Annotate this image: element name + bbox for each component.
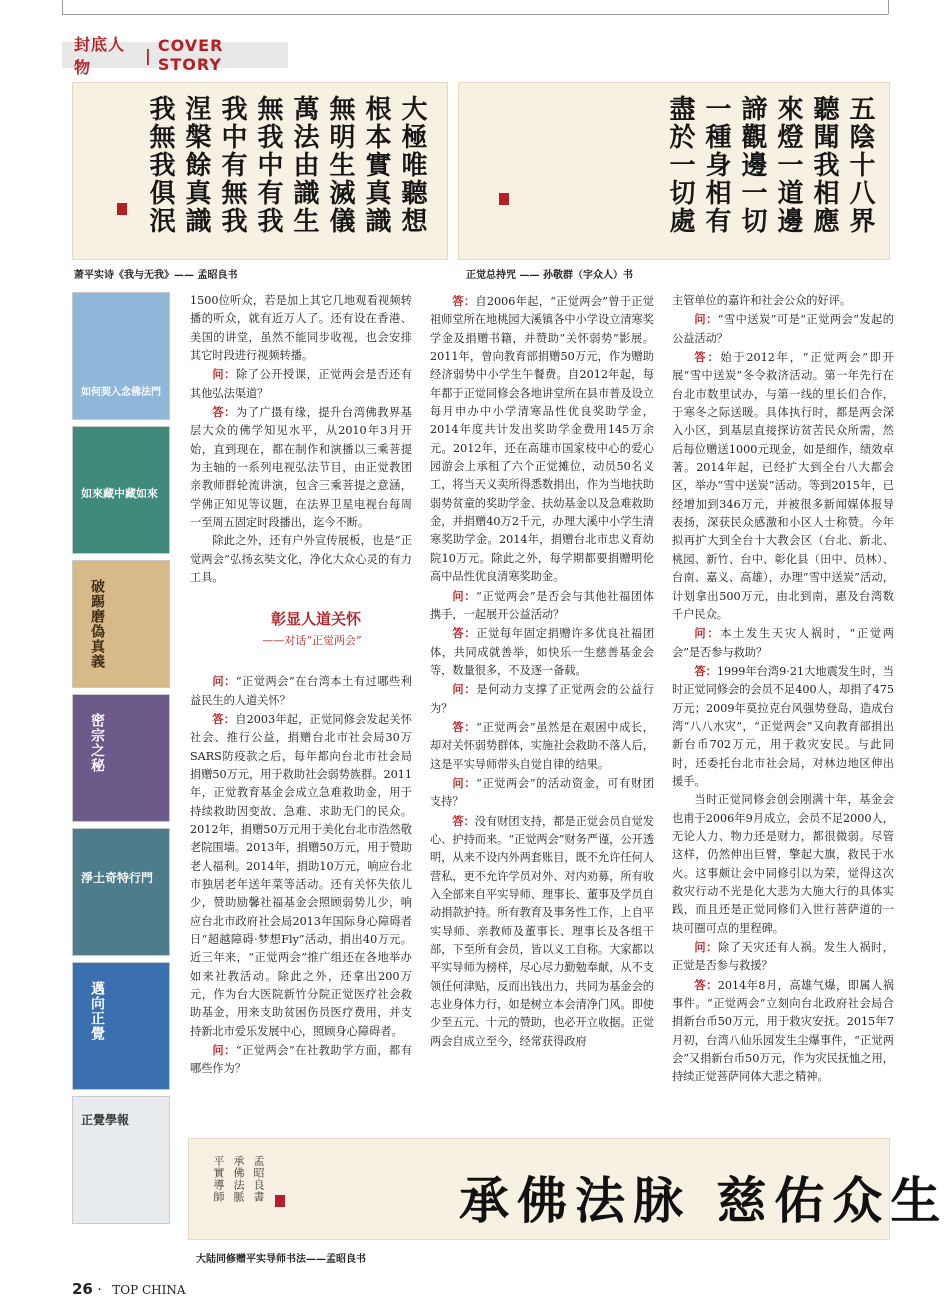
caption-banner: 大陆同修赠平实导师书法——孟昭良书 [196, 1254, 366, 1265]
calligraphy-inscription: 平實導師 [212, 1155, 225, 1203]
answer-label: 答： [694, 977, 718, 992]
answer-text: 没有财团支持，都是正觉会员自觉发心、护持而来。“正觉两会”财务严谨，公开透明，从来不设内外两套账目，既不允许任何人营私，更不允许学员对外、对内劝募，所有收入全部来自平实导师、理事长、董事及学员自动捐款护持。所有教育及事务性工作，上自平实导师、亲教师及董事长、理事长及各组干部，下至所有会员，皆以义工自称。大家都以平实导师为榜样，尽心尽力勤勉奉献，从不支领任何津贴，反而出钱出力，共同为基金会的志业身体力行，如是树立本会清净门风。即使少至五元、十元的赞助，也必开立收据。正觉两会自成立至今，经常获得政府 [430, 814, 655, 1048]
calligraphy-mantra [458, 82, 890, 260]
answer-text: 为了广摄有缘，提升台湾佛教界基层大众的佛学知见水平，从2010年3月开始，直到现在，都在制作和演播以三乘菩提为主轴的一系列电视弘法节目，由正觉教团亲教师群轮流讲演，包含三乘菩提之意涵，学佛正知见等议题，在法界卫星电视台每周一至周五固定时段播出，迄今不断。 [190, 406, 412, 530]
calligraphy-column: 聽聞我相應 [809, 95, 839, 235]
answer [190, 710, 412, 1041]
answer-text: 1999年台湾9·21大地震发生时，当时正觉同修会的会员不足400人，却捐了475万元；2009年莫拉克台风强势登岛，造成台湾“八八水灾”，“正觉两会”又向教育部捐出新台币702万元，用于救灾安民。与此同时，还委托台北市社会局，对林边地区伸出援手。 [672, 664, 894, 788]
question-label: 问： [452, 775, 477, 790]
calligraphy-poem [72, 82, 448, 260]
question [430, 680, 654, 718]
answer [672, 348, 894, 624]
paragraph: 主管单位的嘉许和社会公众的好评。 [672, 294, 852, 307]
section-cn: 封底人物 [74, 35, 126, 77]
question-label: 问： [452, 682, 477, 697]
question-text: 除了公开授课，正觉两会是否还有其他弘法渠道？ [190, 368, 412, 400]
answer-label: 答： [452, 294, 476, 308]
answer [672, 976, 894, 1087]
question [672, 310, 894, 348]
section-separator: | [145, 45, 152, 65]
answer-label: 答： [452, 813, 475, 828]
calligraphy-banner [188, 1138, 949, 1240]
calligraphy-column: 諦觀邊一切 [737, 95, 767, 235]
article-column-3 [672, 292, 894, 1087]
crop-tick-right [888, 0, 889, 14]
answer-label: 答： [694, 663, 717, 678]
answer-text: “正觉两会”虽然是在艰困中成长，却对关怀弱势群体，实施社会救助不落人后，这是平实导师带头自觉自律的结果。 [430, 720, 654, 771]
calligraphy-column: 我中有無我 [217, 95, 247, 235]
calligraphy-column: 涅槃餘真識 [181, 95, 211, 235]
book-cover-title: 正覺學報 [81, 1113, 130, 1127]
section-subheading: ——对话“正觉两会” [262, 633, 362, 647]
calligraphy-column: 萬法由識生 [289, 95, 319, 235]
calligraphy-column: 大極唯聽想 [397, 95, 427, 235]
answer-label: 答： [694, 350, 721, 365]
question [430, 774, 654, 812]
book-cover-title: 密宗之秘 [89, 713, 105, 773]
calligraphy-column: 無明生滅儀 [325, 95, 355, 235]
book-cover [72, 1096, 170, 1224]
answer-text: 正觉每年固定捐赠许多优良社福团体，共同成就善举，如快乐一生慈善基金会等，数量很多，不及逐一备载。 [430, 627, 654, 677]
caption-poem: 萧平实诗《我与无我》—— 孟昭良书 [74, 270, 238, 281]
question-text: 本土发生天灾人祸时，“正觉两会”是否参与救助？ [672, 627, 894, 659]
question-label: 问： [694, 626, 721, 641]
question-label: 问： [212, 674, 236, 689]
calligraphy-column: 根本實真識 [361, 95, 391, 235]
seal-stamp [275, 1195, 285, 1207]
article-column-1 [190, 292, 412, 1079]
crop-tick-left [62, 0, 63, 14]
question [672, 624, 894, 662]
book-cover-title: 破踢磨偽真義 [89, 579, 105, 669]
caption-mantra: 正觉总持咒 —— 孙敬群（字众人）书 [466, 270, 633, 281]
book-cover-title: 如來藏中藏如來 [81, 487, 158, 500]
question-label: 问： [212, 1043, 236, 1058]
calligraphy-column: 我無我俱泯 [145, 95, 175, 235]
answer-text: 始于2012年，“正觉两会”即开展“雪中送炭”冬令救济活动。第一年先行在台北市数里试办，与第一线的里长们合作，于寒冬之际送暖。具体执行时，都是两会深入小区，到基层直接探访贫苦民众所需，然后每位赠送1000元现金，如是细作，绩效卓著。2014年起，已经扩大到全台八大都会区，举办“雪中送炭”活动。等到2015年，已经增加到346万元，并被很多新闻媒体报导表扬，深获民众感激和小区人士称赞。今年拟再扩大到全台十大教会区（台北、新北、桃园、新竹、台中、彰化县（田中、员林）、台南、嘉义、高雄），办理“雪中送炭”活动，计划拿出500万元，由北到南，惠及台湾数千户民众。 [672, 351, 894, 621]
book-covers [72, 292, 170, 1230]
book-cover [72, 292, 170, 420]
question-text: “正觉两会”的活动资金，可有财团支持？ [430, 776, 654, 809]
book-cover [72, 828, 170, 956]
question-text: 除了天灾还有人祸。发生人祸时，正觉是否参与救援？ [672, 941, 894, 973]
seal-stamp [117, 203, 127, 215]
answer-text: 自2006年起，“正觉两会”曾于正觉祖师堂所在地桃园大溪镇各中小学设立清寒奖学金及捐赠书籍，并赞助“关怀弱势”影展。2011年，曾向教育部捐赠50万元，作为赠助经济弱势中小学生午餐费。自2012年起，每年都于正觉同修会各地讲堂所在县市普及设立每月申办中小学清寒品性优良奖助学金，2014年度共计发出奖助学金费用145万余元。2012年，还在高雄市国家枝中心的爱心园游会上承租了六个正觉摊位，动员50名义工，将当天义卖所得悉数捐出，作为当地扶助弱势贫童的奖助学金、扶幼基金以及急难救助金，并捐赠40万2千元，办理大溪中小学生清寒奖助学金。2014年，捐赠台北市忠义育幼院10万元。除此之外，每学期都要捐赠明伦高中品性优良清寒奖助金。 [430, 295, 654, 584]
footer-dot: · [97, 1282, 102, 1298]
book-cover-title: 如何契入念佛法門 [81, 387, 161, 398]
question-text: “正觉两会”在台湾本土有过哪些利益民生的人道关怀？ [190, 675, 412, 707]
paragraph: 当时正觉同修会创会刚满十年，基金会也甫于2006年9月成立，会员不足2000人，无论人力、物力还是财力，都很微弱。尽管这样，仍然伸出巨臂，擎起大旗，救民于水火。这事颇让会中同修引以为荣，觉得这次救灾行动不光是化大悲为大施大行的具体实践，而且还是正觉同修们入世行菩萨道的一块可圈可点的里程碑。 [672, 793, 894, 935]
answer [430, 624, 654, 680]
book-cover [72, 962, 170, 1090]
page-number: 26 [72, 1280, 93, 1298]
calligraphy-column: 來燈一道邊 [773, 95, 803, 235]
question-text: “正觉两会”在社教助学方面，都有哪些作为？ [190, 1044, 412, 1076]
seal-stamp [499, 193, 509, 205]
paragraph: 除此之外，还有户外宣传展板，也是“正觉两会”弘扬玄奘文化，净化大众心灵的有力工具。 [190, 534, 412, 585]
question-text: “正觉两会”是否会与其他社福团体携手，一起展开公益活动？ [430, 589, 654, 621]
section-heading: 彰显人道关怀 [270, 609, 361, 628]
question [672, 938, 894, 976]
question [190, 365, 412, 403]
answer-label: 答： [452, 626, 477, 641]
question-label: 问： [212, 367, 236, 382]
question [190, 1041, 412, 1079]
answer-text: 自2003年起，正觉同修会发起关怀社会、推行公益，捐赠台北市社会局30万SARS防疫款之后，每年都向台北市社会局捐赠50万元，用于救助社会弱势族群。2011年，正觉教育基金会成立急难救助金，用于持续救助因变故、急难、求助无门的民众。2012年，捐赠50万元用于美化台北市浩然敬老院围墙。2013年，捐赠50万元，用于赞助老人福利。2014年，捐助10万元，响应台北市独居老年送年菜等活动。还有关怀失依儿少，赞助励馨社福基金会照顾弱势儿少，响应台北市政府社会局2013年国际身心障碍者日“超越障碍·梦想Fly”活动，捐出40万元。近三年来，“正觉两会”推广组还在各地举办如来社教活动。除此之外，还拿出200万元，作为台大医院新竹分院正觉医疗社会救助基金，用来支助贫困伤员医疗费用，并支持新北市爱乐发展中心，照顾身心障碍者。 [190, 712, 412, 1038]
section-banner [62, 35, 288, 77]
calligraphy-inscription: 承佛法脈 [232, 1155, 245, 1203]
magazine-name: TOP CHINA [112, 1283, 186, 1297]
calligraphy-column: 一種身相有 [701, 95, 731, 235]
section-en: COVER STORY [157, 36, 224, 74]
answer-label: 答： [212, 711, 236, 726]
calligraphy-column: 五陰十八界 [845, 95, 875, 235]
answer [430, 292, 654, 587]
page-footer [72, 1280, 186, 1298]
question-label: 问： [452, 588, 477, 603]
top-rule [62, 14, 888, 15]
answer-text: 2014年8月，高雄气爆，即属人祸事件。“正觉两会”立刻向台北政府社会局合捐新台币50万元，用于救灾安抚。2015年7月初，台湾八仙乐园发生尘爆事件，“正觉两会”又捐新台币50万元，作为灾民抚恤之用，持续正觉菩萨同体大悲之精神。 [672, 978, 894, 1084]
calligraphy-main: 承佛法脉 慈佑众生 [459, 1171, 949, 1230]
answer [190, 403, 412, 532]
book-cover [72, 694, 170, 822]
question [190, 672, 412, 710]
question-label: 问： [694, 312, 718, 327]
article-column-2 [430, 292, 654, 1051]
question-text: “雪中送炭”可是“正觉两会”发起的公益活动？ [672, 313, 894, 345]
question-text: 是何动力支撑了正觉两会的公益行为？ [430, 683, 654, 715]
answer [430, 812, 654, 1051]
paragraph: 1500位听众，若是加上其它几地观看视频转播的听众，就有近万人了。还有设在香港、美国的讲堂，虽然不能同步收视，也会安排其它时段进行视频转播。 [190, 294, 412, 363]
answer [430, 718, 654, 774]
calligraphy-column: 盡於一切處 [665, 95, 695, 235]
answer-label: 答： [212, 405, 236, 420]
answer [672, 662, 894, 791]
book-cover-title: 淨土奇特行門 [81, 871, 154, 885]
calligraphy-column: 無我中有我 [253, 95, 283, 235]
book-cover [72, 560, 170, 688]
calligraphy-inscription: 孟昭良書 [252, 1155, 265, 1203]
book-cover [72, 426, 170, 554]
question [430, 587, 654, 625]
book-cover-title: 邁向正覺 [89, 981, 105, 1041]
question-label: 问： [694, 940, 718, 955]
answer-label: 答： [452, 719, 477, 734]
